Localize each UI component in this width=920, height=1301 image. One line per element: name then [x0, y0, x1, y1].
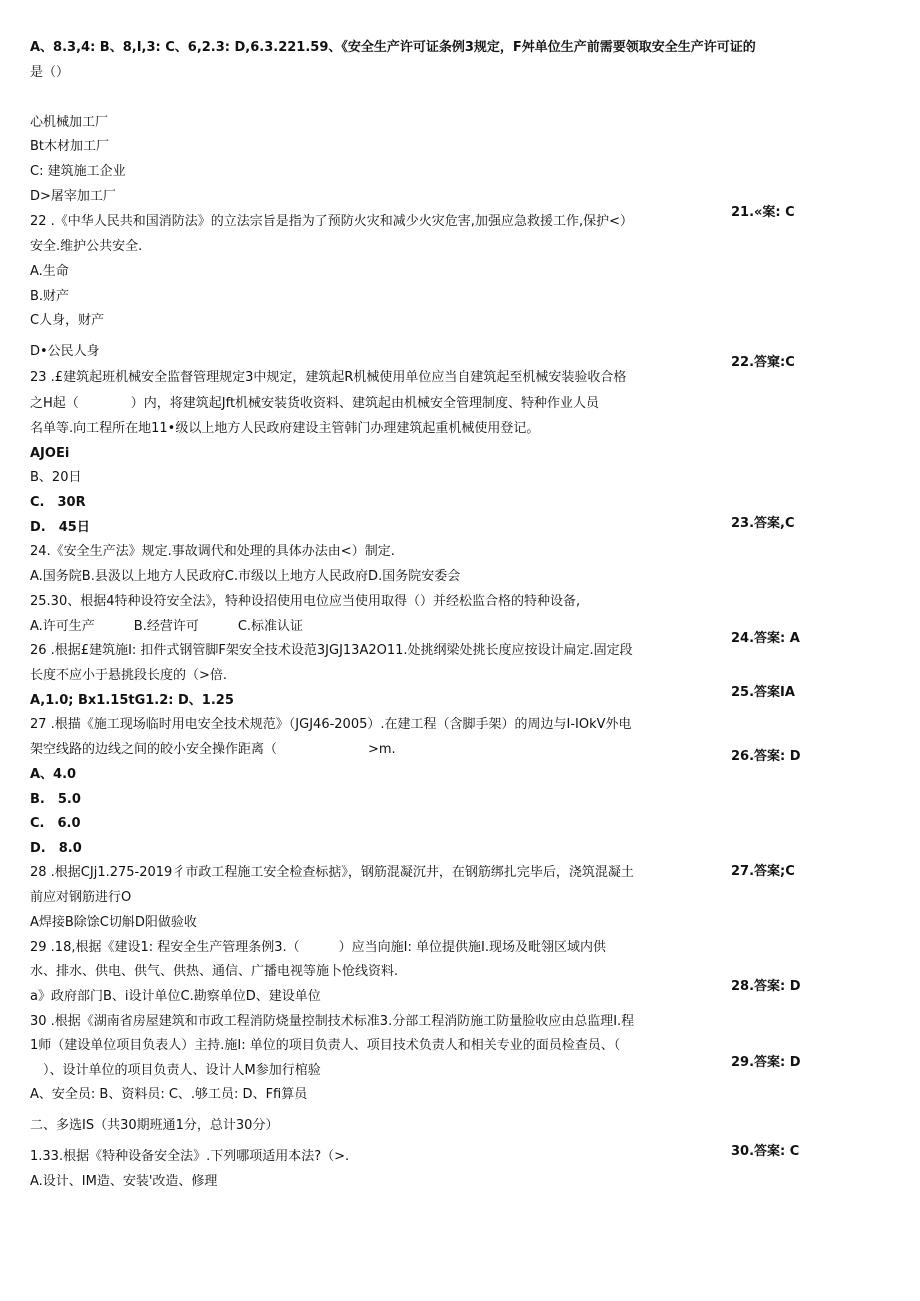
text-line: D. 45日 [30, 520, 90, 535]
text-line: B.财产 [30, 289, 70, 304]
text-line: 28 .根据CJj1.275-2019彳市政工程施工安全检查标掂》，钢筋混凝沉井，在钢筋绑扎完毕后，浇筑混凝土 [30, 865, 634, 880]
section-heading: 二、多选IS（共30期班通1分，总计30分） [30, 1118, 279, 1133]
text-line: Bt木材加工厂 [30, 139, 110, 154]
text-line: B、20日 [30, 470, 82, 485]
answer-label: 23.答案,C [731, 516, 795, 531]
text-line: 前应对钢筋进行O [30, 890, 132, 905]
text-line: 29 .18,根据《建设1: 程安全生产管理条例3.（ ）应当向施I: 单位提供施I.现场及毗翎区域内供 [30, 940, 606, 955]
text-line: B. 5.0 [30, 792, 81, 807]
text-line: 是（） [30, 65, 70, 80]
text-line: A.设计、IM造、安装'改造、修理 [30, 1174, 218, 1189]
text-line: 22 .《中华人民共和国消防法》的立法宗旨是指为了预防火灾和减少火灾危害,加强应急救援工作,保护<） [30, 214, 633, 229]
text-line: A.国务院B.县汲以上地方人民政府C.市级以上地方人民政府D.国务院安委会 [30, 569, 461, 584]
text-line: a》政府部门B、i设计单位C.勘察单位D、建设单位 [30, 989, 321, 1004]
text-line: C. 6.0 [30, 816, 81, 831]
answer-label: 22.答窠:C [731, 355, 795, 370]
text-line: 1.33.根据《特种设备安全法》.下列哪项适用本法?（>. [30, 1149, 350, 1164]
answer-label: 27.答案;C [731, 864, 795, 879]
text-line: 24.《安全生产法》规定.事故调代和处理的具体办法由<）制定. [30, 544, 395, 559]
text-line: 26 .根据£建筑施I: 扣件式钢管脚F架安全技术设范3JGJ13A2O11.处挑纲梁处挑长度应按设计扁定.固定段 [30, 643, 633, 658]
text-line: C人身，财产 [30, 313, 105, 328]
text-line: D>屠宰加工厂 [30, 189, 116, 204]
text-line: 25.30、根据4特种设符安全法》，特种设招使用电位应当使用取得（）并经松监合格的特种设备, [30, 594, 581, 609]
text-line: 30 .根据《湖南省房屋建筑和市政工程消防烧量控制技术标准3.分部工程消防施工防量脸收应由总监理I.程 [30, 1014, 635, 1029]
answer-label: 30.答案: C [731, 1144, 800, 1159]
answer-label: 29.答案: D [731, 1055, 801, 1070]
text-line: D•公民人身 [30, 344, 100, 359]
text-line: A、8.3,4: B、8,I,3: C、6,2.3: D,6.3.221.59、《安全生产许可证条例3规定，F舛单位生产前需要领取安全生产许可证的 [30, 40, 756, 55]
text-line: A、安全员: B、资料员: C、.够工员: D、Ffi算员 [30, 1087, 308, 1102]
text-line: 之H起（ ）内，将建筑起Jft机械安装货收资料、建筑起由机械安全管理制度、特种作业人员 [30, 396, 600, 411]
answer-label: 24.答案: A [731, 631, 800, 646]
text-line: A焊接B除馀C切斛D阳做验收 [30, 915, 197, 930]
text-line: ）、设计单位的项目负责人、设计人M参加行棺验 [30, 1063, 321, 1078]
text-line: 名单等.向工程所在地11•级以上地方人民政府建设主管韩门办理建筑起重机械使用登记。 [30, 421, 540, 436]
answer-label: 21.«案: C [731, 205, 795, 220]
text-line: A、4.0 [30, 767, 77, 782]
text-line: A,1.0; Bx1.15tG1.2: D、1.25 [30, 693, 234, 708]
text-line: 长度不应小于悬挑段长度的（>倍. [30, 668, 228, 683]
text-line: A.生命 [30, 264, 69, 279]
answer-label: 25.答案IA [731, 685, 795, 700]
text-line: AJOEi [30, 446, 70, 461]
text-line: 架空线路的边线之间的皎小安全操作距离（ >m. [30, 742, 396, 757]
text-line: D. 8.0 [30, 841, 82, 856]
text-line: 心机械加工厂 [30, 115, 109, 130]
text-line: C: 建筑施工企业 [30, 164, 126, 179]
text-line: 27 .根描《施工现场临时用电安全技术规范》（JGJ46-2005）.在建工程（含脚手架）的周边与I-IOkV外电 [30, 717, 632, 732]
answer-label: 28.答案: D [731, 979, 801, 994]
text-line: C. 30R [30, 495, 86, 510]
text-line: 安全.维护公共安全. [30, 239, 143, 254]
answer-label: 26.答案: D [731, 749, 801, 764]
text-line: 23 .£建筑起班机械安全监督管理规定3中规定，建筑起R机械使用单位应当自建筑起至机械安装验收合格 [30, 370, 627, 385]
text-line: 水、排水、供电、供气、供热、通信、广播电视等施卜怆线资料. [30, 964, 399, 979]
text-line: 1师（建设单位项目负表人）主持.施I: 单位的项目负责人、项目技术负责人和相关专业的面员检查员、（ [30, 1038, 621, 1053]
text-line: A.许可生产 B.经营许可 C.标准认证 [30, 619, 304, 634]
